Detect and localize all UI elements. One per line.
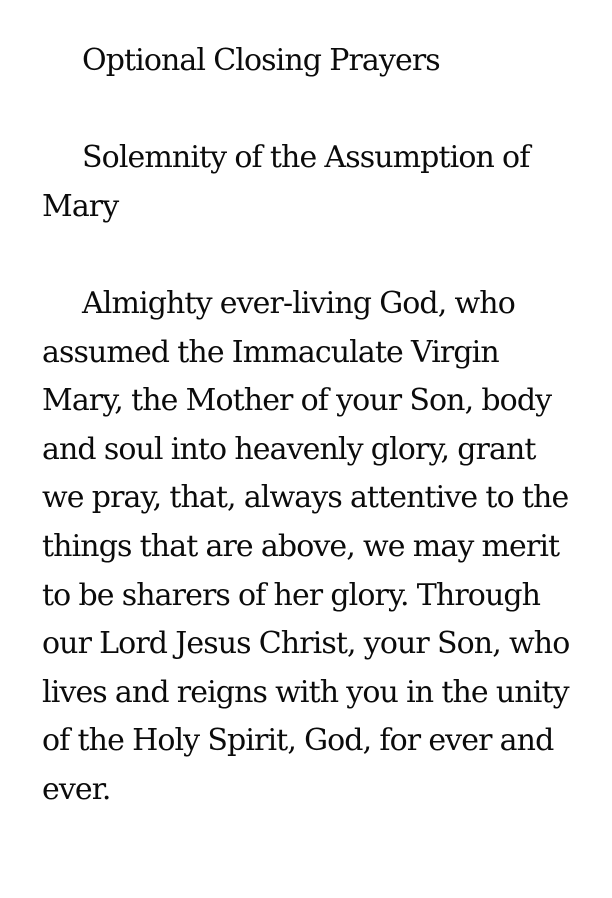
document-page — [42, 37, 582, 815]
prayer-text: Almighty ever-living God, who assumed the Immaculate Virgin Mary, the Mother of your Son, body and soul into heavenly glory, grant we pray, that, always attentive to the things that are above, we may merit to be sharers of her glory. Through our Lord Jesus Christ, your Son, who lives and reigns with you in the unity of the Holy Spirit, God, for ever and ever. — [42, 285, 570, 807]
section-heading: Optional Closing Prayers — [82, 43, 440, 78]
prayer-title: Solemnity of the Assumption of Mary — [42, 140, 530, 224]
